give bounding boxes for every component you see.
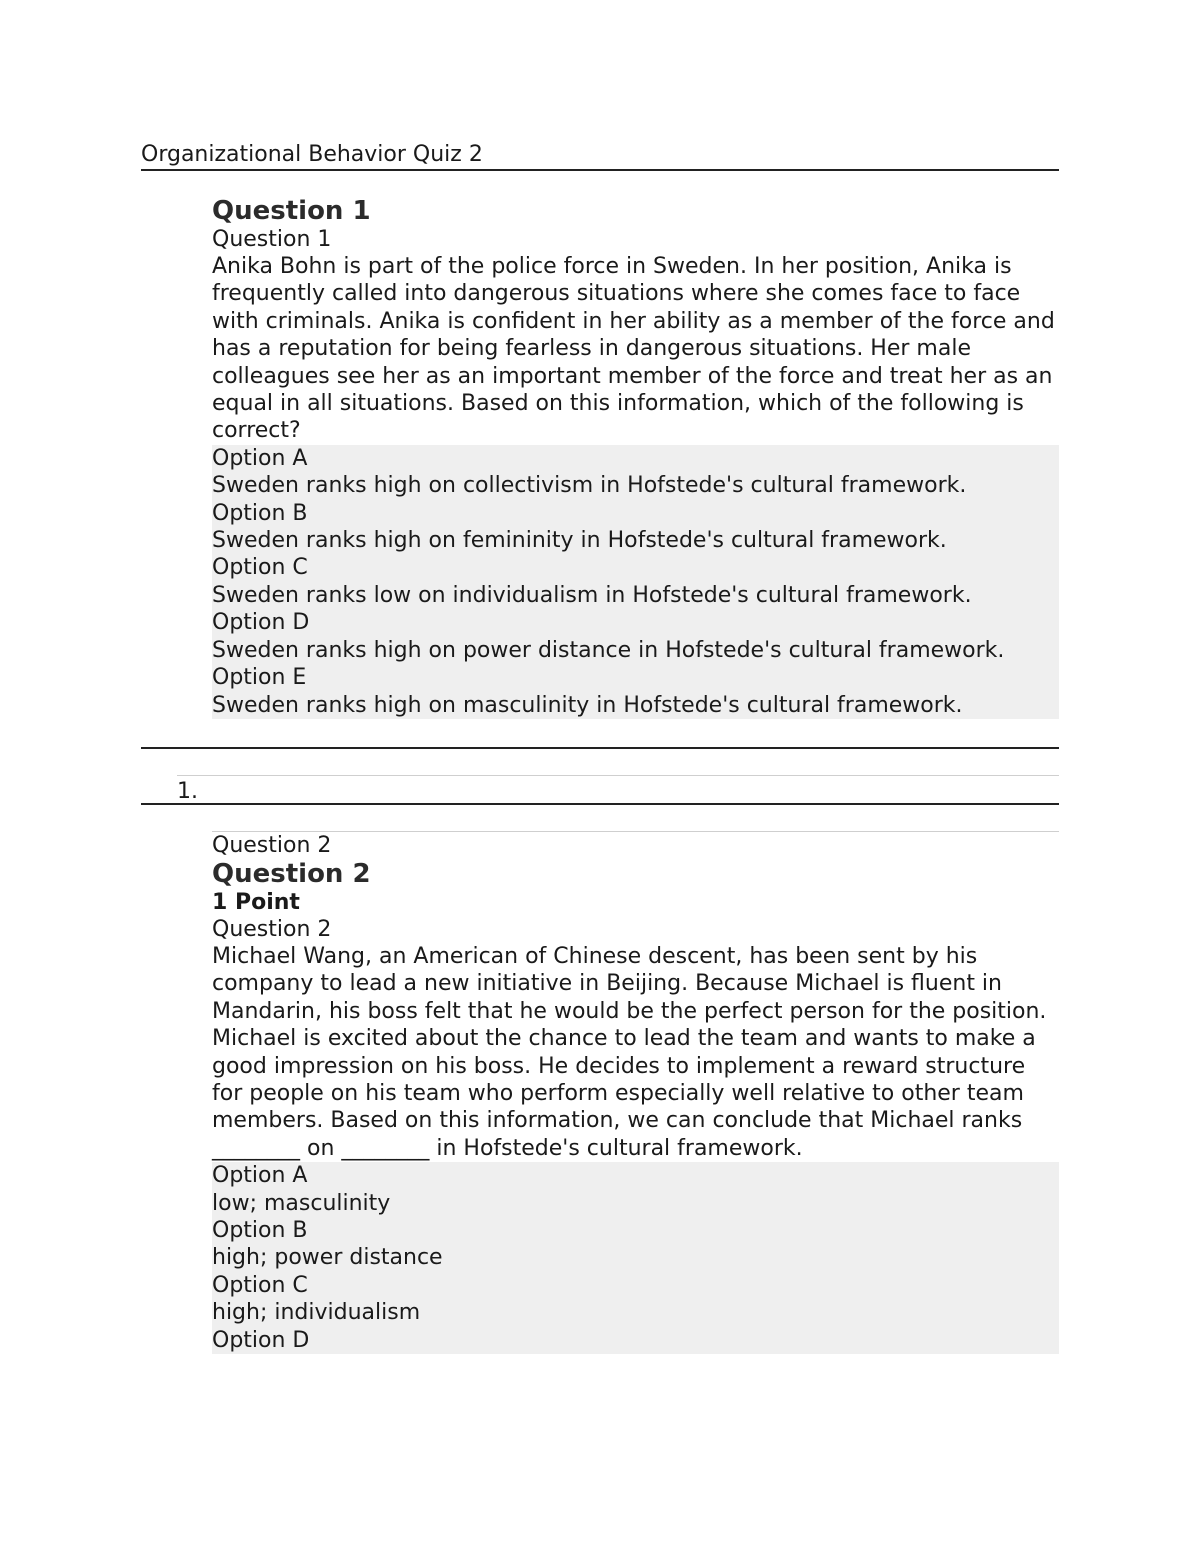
document-title: Organizational Behavior Quiz 2	[141, 141, 1059, 171]
option-label: Option C	[212, 555, 308, 581]
option-text: Sweden ranks high on power distance in Hofstede's cultural framework.	[212, 637, 1005, 663]
question-1-text: Anika Bohn is part of the police force in Sweden. In her position, Anika is frequently called into dangerous situations where she comes face to face with criminals. Anika is confident in her ability as a member of the force and has a reputation for being fearless in dangerous situations. Her male colleagues see her as an important member of the force and treat her as an equal in all situations. Based on this information, which of the following is correct?	[212, 254, 1055, 444]
option-text: high; individualism	[212, 1300, 421, 1326]
divider	[141, 747, 1059, 749]
divider	[177, 775, 1059, 776]
option-text: Sweden ranks high on collectivism in Hofstede's cultural framework.	[212, 473, 967, 499]
option-label: Option B	[212, 1218, 308, 1244]
question-2-text: Michael Wang, an American of Chinese descent, has been sent by his company to lead a new initiative in Beijing. Because Michael is fluent in Mandarin, his boss felt that he would be the perfect person for the position. Michael is excited about the chance to lead the team and wants to make a good impression on his boss. He decides to implement a reward structure for people on his team who perform especially well relative to other team members. Based on this information, we can conclude that Michael ranks ________ on ________ in Hofstede's cultural framework.	[212, 944, 1047, 1161]
option-label: Option D	[212, 610, 310, 636]
option-text: Sweden ranks high on femininity in Hofstede's cultural framework.	[212, 528, 947, 554]
option-text: Sweden ranks high on masculinity in Hofstede's cultural framework.	[212, 692, 963, 718]
option-text: Sweden ranks low on individualism in Hofstede's cultural framework.	[212, 582, 972, 608]
question-2-label: Question 2	[212, 833, 332, 858]
option-label: Option C	[212, 1272, 308, 1298]
question-2	[212, 832, 1059, 1354]
question-1-options	[212, 445, 1059, 719]
option-text: high; power distance	[212, 1245, 443, 1271]
question-1-heading: Question 1	[212, 196, 371, 226]
option-label: Option B	[212, 500, 308, 526]
question-2-points: 1 Point	[212, 890, 300, 915]
question-1-subheading: Question 1	[212, 227, 332, 252]
question-2-subheading: Question 2	[212, 917, 332, 942]
option-label: Option E	[212, 665, 307, 691]
question-2-options	[212, 1162, 1059, 1354]
list-number: 1.	[177, 779, 198, 804]
question-2-heading: Question 2	[212, 859, 371, 889]
question-1	[212, 196, 1059, 719]
divider	[141, 803, 1059, 805]
option-text: low; masculinity	[212, 1190, 391, 1216]
option-label: Option A	[212, 445, 308, 471]
option-label: Option D	[212, 1327, 310, 1353]
option-label: Option A	[212, 1163, 308, 1189]
